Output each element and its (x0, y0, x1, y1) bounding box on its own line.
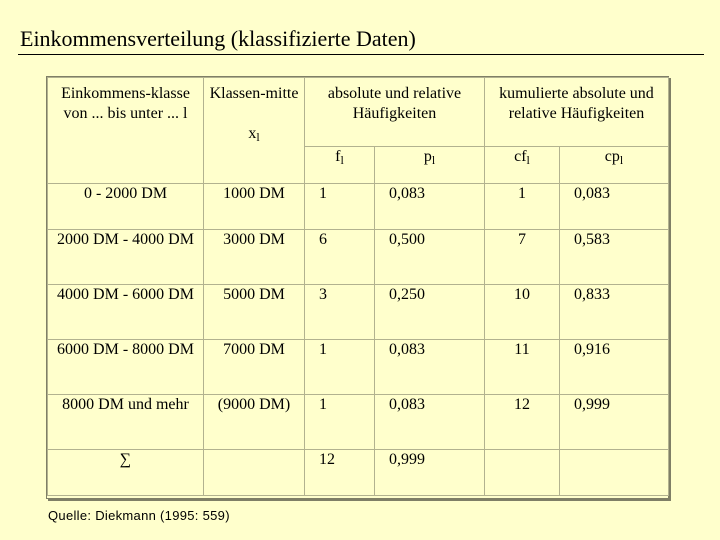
header-income-class-label: Einkommens-klasse von ... bis unter ... l (61, 85, 190, 122)
table-row (48, 184, 669, 230)
header-rel-frequency: $p_l$ (375, 147, 485, 184)
cell-cum-abs-frequency: 7 (485, 230, 560, 285)
cell-cum-rel-frequency: 0,916 (560, 340, 669, 395)
cell-abs-frequency: 1 (305, 184, 375, 230)
cell-cum-rel-frequency: 0,083 (560, 184, 669, 230)
cell-cum-abs-frequency: 1 (485, 184, 560, 230)
header-frequencies-group (305, 78, 485, 147)
cell-rel-frequency: 0,083 (375, 340, 485, 395)
cell-cum-abs-frequency: 12 (485, 395, 560, 450)
cell-income-class: 2000 DM - 4000 DM (48, 230, 204, 285)
cell-abs-frequency: 1 (305, 395, 375, 450)
sum-empty-cell (485, 450, 560, 496)
cell-cum-rel-frequency: 0,583 (560, 230, 669, 285)
sum-empty-cell (560, 450, 669, 496)
header-frequencies-group-label: absolute und relative Häufigkeiten (327, 85, 462, 122)
sum-symbol: ∑ (48, 450, 204, 496)
cell-class-midpoint: 1000 DM (204, 184, 305, 230)
cell-abs-frequency: 3 (305, 285, 375, 340)
table-row (48, 230, 669, 285)
table-row (48, 340, 669, 395)
slide-title: Einkommensverteilung (klassifizierte Daten) (20, 26, 416, 51)
header-class-midpoint (204, 78, 305, 184)
sum-abs-frequency: 12 (305, 450, 375, 496)
sum-rel-frequency: 0,999 (375, 450, 485, 496)
table-row (48, 285, 669, 340)
sum-row (48, 450, 669, 496)
cell-class-midpoint: 5000 DM (204, 285, 305, 340)
sum-empty-cell (204, 450, 305, 496)
source-citation: Quelle: Diekmann (1995: 559) (48, 508, 230, 523)
header-cum-abs-frequency: $cf_l$ (485, 147, 560, 184)
cell-class-midpoint: (9000 DM) (204, 395, 305, 450)
header-cumulative-group-label: kumulierte absolute und relative Häufigkeiten (499, 85, 654, 122)
header-cum-rel-frequency: $cp_l$ (560, 147, 669, 184)
cell-income-class: 4000 DM - 6000 DM (48, 285, 204, 340)
cell-abs-frequency: 1 (305, 340, 375, 395)
cell-abs-frequency: 6 (305, 230, 375, 285)
cell-rel-frequency: 0,083 (375, 184, 485, 230)
cell-rel-frequency: 0,250 (375, 285, 485, 340)
cell-income-class: 0 - 2000 DM (48, 184, 204, 230)
cell-cum-rel-frequency: 0,833 (560, 285, 669, 340)
income-distribution-table (47, 77, 669, 496)
cell-rel-frequency: 0,083 (375, 395, 485, 450)
table-row (48, 395, 669, 450)
header-midpoint-symbol: $x_l$ (248, 125, 260, 144)
cell-cum-abs-frequency: 11 (485, 340, 560, 395)
cell-rel-frequency: 0,500 (375, 230, 485, 285)
title-underline (18, 54, 704, 55)
cell-class-midpoint: 7000 DM (204, 340, 305, 395)
cell-cum-rel-frequency: 0,999 (560, 395, 669, 450)
header-abs-frequency: $f_l$ (305, 147, 375, 184)
header-cumulative-group (485, 78, 669, 147)
cell-income-class: 6000 DM - 8000 DM (48, 340, 204, 395)
cell-income-class: 8000 DM und mehr (48, 395, 204, 450)
cell-class-midpoint: 3000 DM (204, 230, 305, 285)
header-class-midpoint-label: Klassen-mitte (209, 85, 299, 102)
header-income-class (48, 78, 204, 184)
cell-cum-abs-frequency: 10 (485, 285, 560, 340)
